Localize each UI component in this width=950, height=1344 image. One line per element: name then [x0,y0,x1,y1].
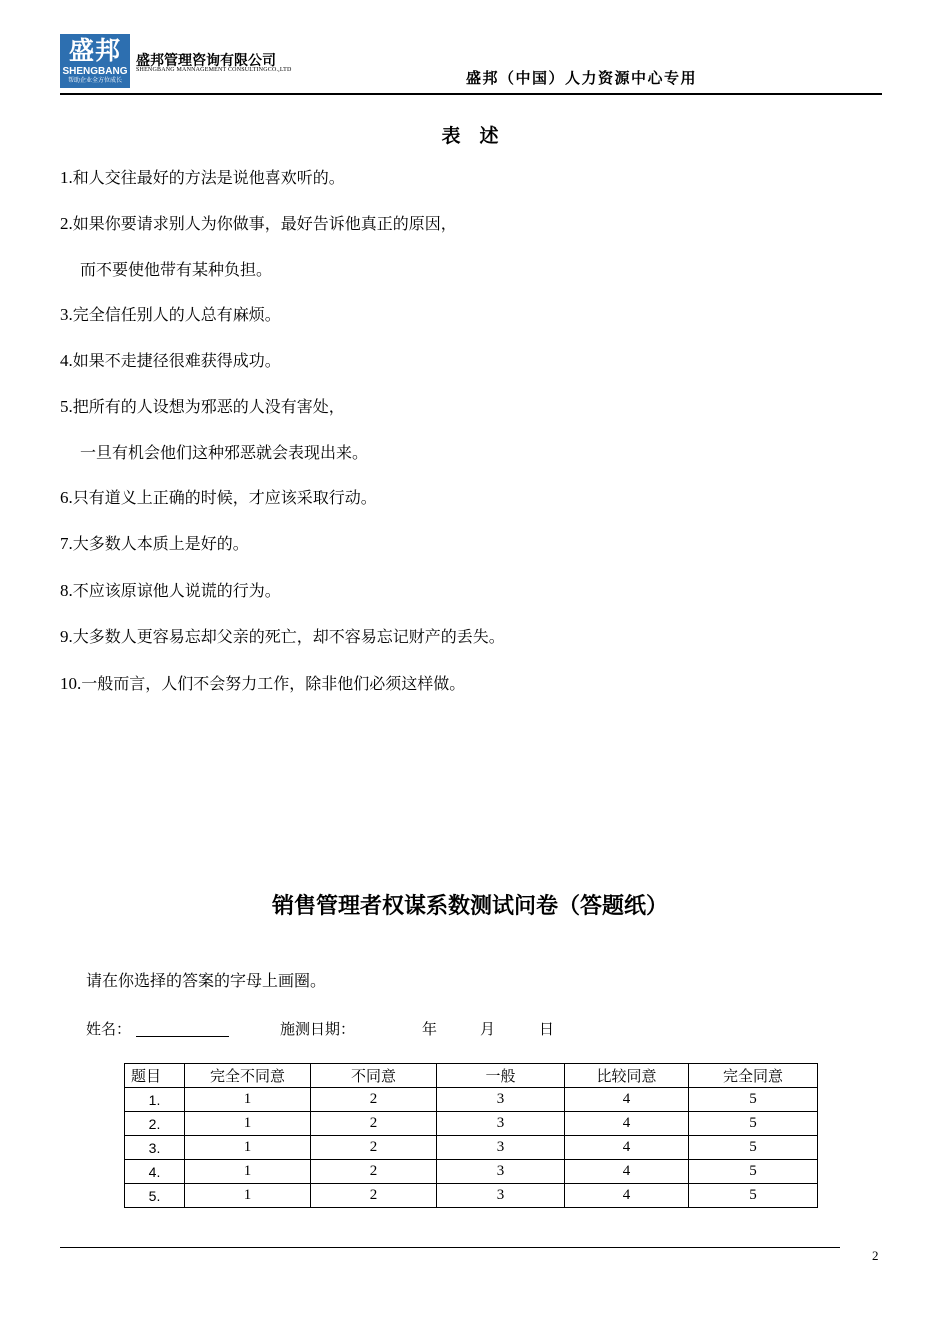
answer-option[interactable]: 4 [565,1184,689,1208]
table-row [125,1112,818,1136]
answer-option[interactable]: 2 [311,1088,437,1112]
statement-5-continued: 一旦有机会他们这种邪恶就会表现出来。 [80,443,369,462]
answer-option[interactable]: 2 [311,1136,437,1160]
answer-option[interactable]: 3 [437,1136,565,1160]
day-label: 日 [539,1022,555,1038]
question-number: 1. [125,1088,185,1112]
column-header: 题目 [125,1064,185,1088]
name-label: 姓名： [86,1022,132,1038]
answer-option[interactable]: 3 [437,1160,565,1184]
footer-divider [60,1247,840,1248]
answer-option[interactable]: 1 [185,1160,311,1184]
answer-option[interactable]: 1 [185,1112,311,1136]
statement-3: 3.完全信任别人的人总有麻烦。 [60,305,281,324]
header-divider [60,93,882,95]
answer-option[interactable]: 1 [185,1184,311,1208]
company-logo [60,34,130,88]
statement-10: 10.一般而言，人们不会努力工作，除非他们必须这样做。 [60,674,466,693]
statement-4: 4.如果不走捷径很难获得成功。 [60,351,281,370]
answer-option[interactable]: 5 [689,1184,818,1208]
answer-option[interactable]: 3 [437,1088,565,1112]
header-right-title: 盛邦（中国）人力资源中心专用 [466,69,698,87]
column-header: 一般 [437,1064,565,1088]
answer-option[interactable]: 3 [437,1184,565,1208]
column-header: 不同意 [311,1064,437,1088]
answer-option[interactable]: 2 [311,1160,437,1184]
question-number: 5. [125,1184,185,1208]
statement-9: 9.大多数人更容易忘却父亲的死亡，却不容易忘记财产的丢失。 [60,627,505,646]
statement-6: 6.只有道义上正确的时候，才应该采取行动。 [60,488,377,507]
answer-option[interactable]: 4 [565,1088,689,1112]
table-row [125,1184,818,1208]
answer-option[interactable]: 5 [689,1088,818,1112]
questionnaire-title: 销售管理者权谋系数测试问卷（答题纸） [271,894,668,919]
logo-en-text: SHENGBANG [62,66,128,77]
table-row [125,1160,818,1184]
question-number: 4. [125,1160,185,1184]
statement-2: 2.如果你要请求别人为你做事，最好告诉他真正的原因， [60,214,457,233]
answer-option[interactable]: 3 [437,1112,565,1136]
table-row [125,1088,818,1112]
answer-option[interactable]: 5 [689,1160,818,1184]
statement-2-continued: 而不要使他带有某种负担。 [80,260,273,279]
section-title: 表 述 [441,125,499,147]
answer-table [124,1063,818,1208]
answer-option[interactable]: 1 [185,1088,311,1112]
answer-option[interactable]: 5 [689,1112,818,1136]
logo-slogan: 帮助企业全方位成长 [67,77,122,84]
answer-option[interactable]: 4 [565,1160,689,1184]
statement-5: 5.把所有的人设想为邪恶的人没有害处， [60,397,345,416]
company-name-cn: 盛邦管理咨询有限公司 [136,53,276,69]
column-header: 完全不同意 [185,1064,311,1088]
answer-option[interactable]: 4 [565,1112,689,1136]
column-header: 比较同意 [565,1064,689,1088]
year-label: 年 [422,1022,438,1038]
table-row [125,1136,818,1160]
table-header-row [125,1064,818,1088]
date-label: 施测日期： [280,1022,356,1038]
statement-8: 8.不应该原谅他人说谎的行为。 [60,581,281,600]
question-number: 3. [125,1136,185,1160]
logo-main-text: 盛邦 [68,36,121,65]
name-blank-line[interactable] [136,1036,229,1037]
respondent-info-row [86,1018,686,1040]
answer-option[interactable]: 2 [311,1184,437,1208]
answer-option[interactable]: 4 [565,1136,689,1160]
statement-1: 1.和人交往最好的方法是说他喜欢听的。 [60,168,345,187]
statement-7: 7.大多数人本质上是好的。 [60,534,249,553]
question-number: 2. [125,1112,185,1136]
answer-option[interactable]: 2 [311,1112,437,1136]
company-name-en: SHENGBANG MANNAGEMENT CONSULTINGCO.,LTD [136,67,292,73]
month-label: 月 [480,1022,496,1038]
instruction-text: 请在你选择的答案的字母上画圈。 [86,971,327,990]
answer-option[interactable]: 1 [185,1136,311,1160]
page-number: 2 [872,1248,879,1263]
column-header: 完全同意 [689,1064,818,1088]
answer-option[interactable]: 5 [689,1136,818,1160]
